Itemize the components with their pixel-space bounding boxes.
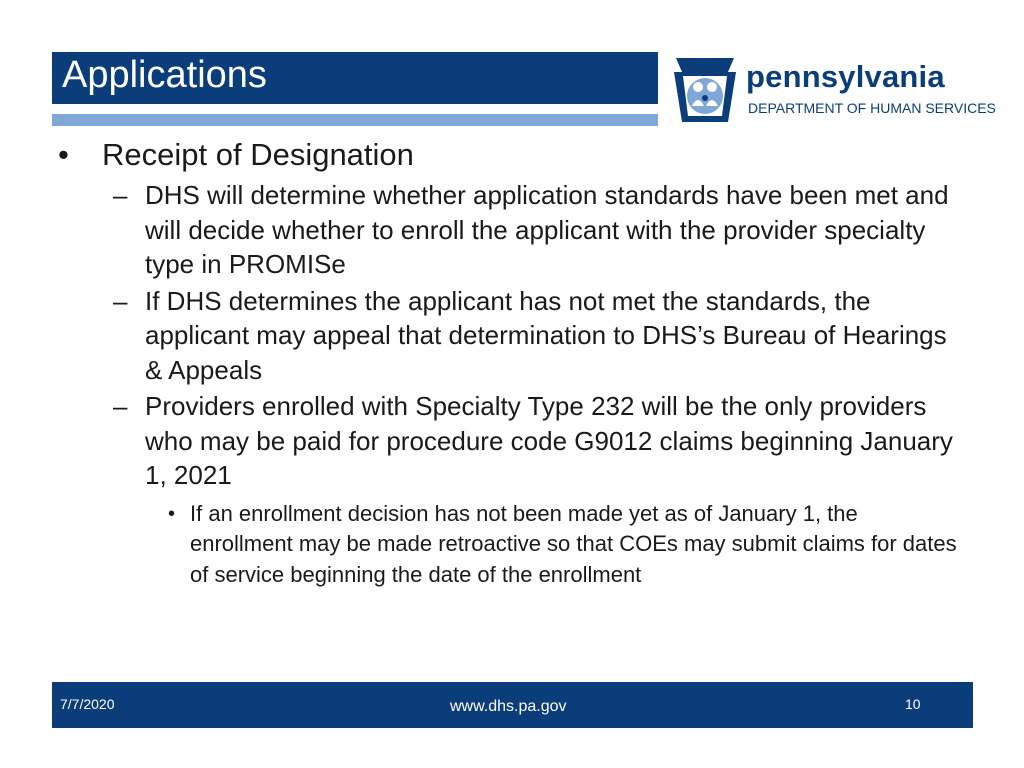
logo-subtitle: DEPARTMENT OF HUMAN SERVICES — [748, 100, 996, 116]
bullet-marker: • — [168, 502, 176, 525]
slide-title: Applications — [62, 54, 267, 96]
sub-item — [113, 284, 958, 388]
dash-marker: – — [113, 180, 128, 210]
bullet-marker: • — [58, 137, 69, 172]
sub-sub-item-text: If an enrollment decision has not been made yet as of January 1, the enrollment may be made retroactive so that COEs may submit claims for dates of service beginning the date of the enrollment — [190, 500, 957, 587]
title-bar — [52, 52, 658, 104]
bullet-receipt-of-designation — [58, 134, 958, 176]
logo-wordmark: pennsylvania — [746, 59, 945, 94]
page-number: 10 — [905, 696, 921, 712]
sub-item — [113, 389, 958, 493]
sub-item-text: Providers enrolled with Specialty Type 232 will be the only providers who may be paid for procedure code G9012 claims beginning January 1, 2021 — [145, 391, 953, 490]
footer-url[interactable]: www.dhs.pa.gov — [450, 698, 567, 715]
keystone-family-icon — [670, 54, 740, 124]
bullet-text: Receipt of Designation — [102, 137, 414, 172]
dash-marker: – — [113, 391, 128, 421]
dhs-logo — [670, 54, 1000, 124]
slide-content — [58, 134, 958, 590]
footer-bar — [52, 682, 973, 728]
footer-date: 7/7/2020 — [60, 696, 115, 712]
sub-sub-item — [168, 499, 958, 591]
sub-item-text: DHS will determine whether application standards have been met and will decide whether to enroll the applicant with the provider specialty type in PROMISe — [145, 180, 949, 279]
sub-item — [113, 178, 958, 282]
sub-item-text: If DHS determines the applicant has not met the standards, the applicant may appeal that determination to DHS’s Bureau of Hearings & Appeals — [145, 285, 947, 385]
title-underline — [52, 114, 658, 126]
dash-marker: – — [113, 285, 128, 316]
